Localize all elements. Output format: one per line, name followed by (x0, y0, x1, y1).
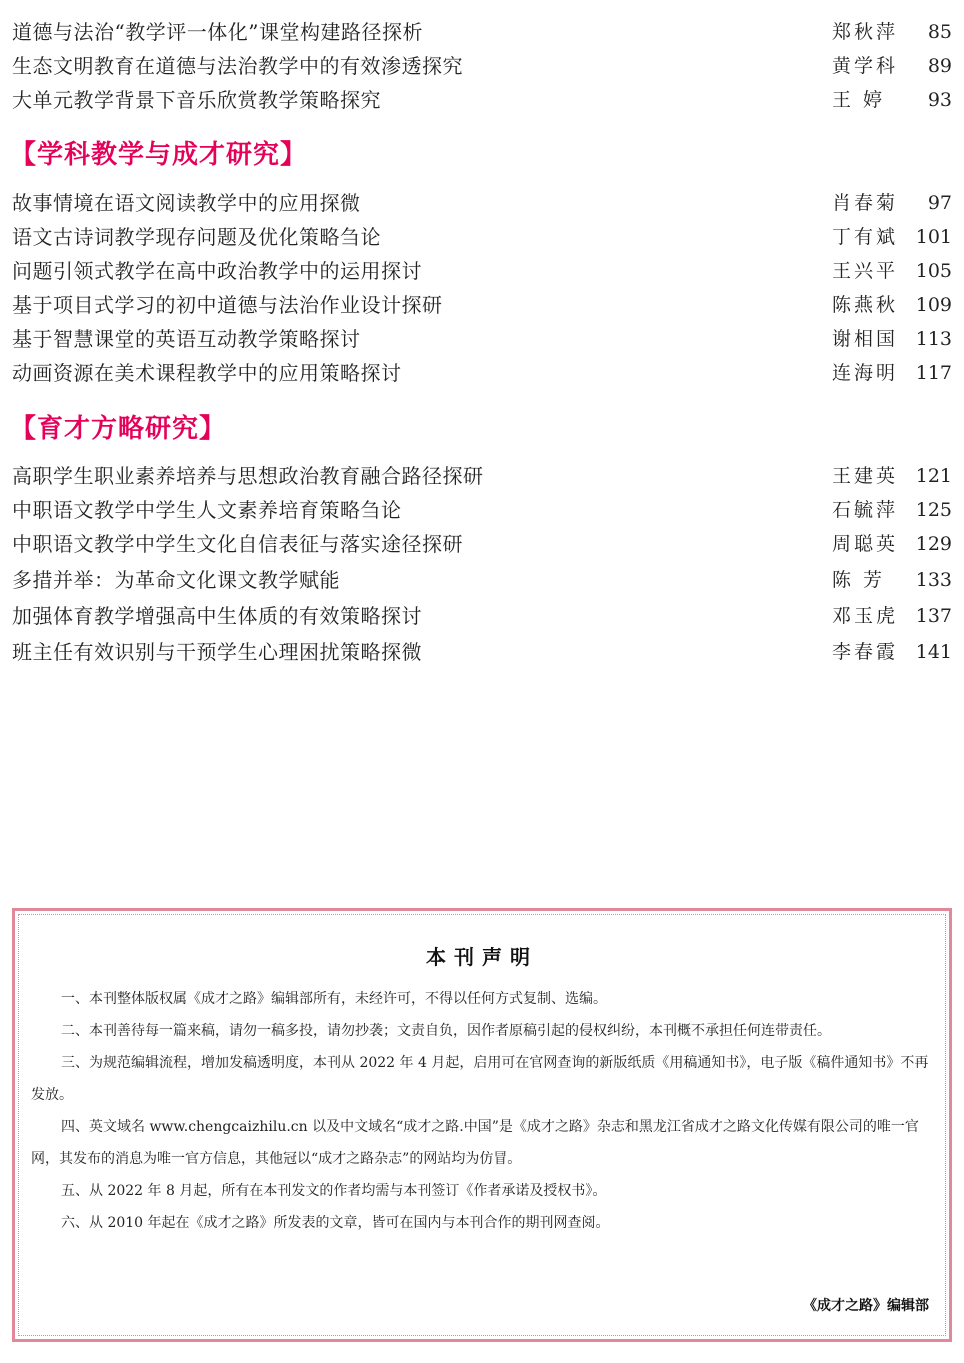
notice-paragraph: 三、为规范编辑流程，增加发稿透明度，本刊从 2022 年 4 月起，启用可在官网查询的新版纸质《用稿通知书》，电子版《稿件通知书》不再发放。 (31, 1055, 929, 1103)
notice-paragraph: 六、从 2010 年起在《成才之路》所发表的文章，皆可在国内与本刊合作的期刊网查阅。 (61, 1215, 610, 1231)
article-title: 中职语文教学中学生文化自信表征与落实途径探研 (12, 532, 463, 556)
article-author: 谢相国 (832, 328, 899, 350)
toc-row (12, 461, 952, 491)
article-author: 邓玉虎 (832, 605, 899, 627)
article-author: 王 婷 (832, 89, 886, 111)
notice-paragraph: 四、英文域名 www.chengcaizhilu.cn 以及中文域名“成才之路.中国”是《成才之路》杂志和黑龙江省成才之路文化传媒有限公司的唯一官网，其发布的消息为唯一官方信息，其他冠以“成才之路杂志”的网站均为仿冒。 (31, 1119, 919, 1167)
article-author: 郑秋萍 (832, 21, 899, 43)
article-author: 丁有斌 (832, 226, 899, 248)
article-title: 中职语文教学中学生人文素养培育策略刍论 (12, 498, 402, 522)
toc-row (12, 358, 952, 388)
article-page: 105 (915, 260, 952, 282)
article-title: 加强体育教学增强高中生体质的有效策略探讨 (12, 604, 422, 628)
article-page: 125 (915, 499, 952, 521)
article-page: 129 (915, 533, 952, 555)
toc-row (12, 188, 952, 218)
article-page: 109 (915, 294, 952, 316)
toc-row (12, 17, 952, 47)
toc-row (12, 324, 952, 354)
article-title: 大单元教学背景下音乐欣赏教学策略探究 (12, 88, 381, 112)
article-title: 高职学生职业素养培养与思想政治教育融合路径探研 (12, 464, 484, 488)
journal-notice-box (12, 908, 952, 1342)
article-title: 语文古诗词教学现存问题及优化策略刍论 (12, 225, 381, 249)
toc-row (12, 222, 952, 252)
article-title: 基于项目式学习的初中道德与法治作业设计探研 (12, 293, 443, 317)
article-title: 基于智慧课堂的英语互动教学策略探讨 (12, 327, 361, 351)
article-page: 133 (915, 569, 952, 591)
article-author: 周聪英 (832, 533, 899, 555)
article-author: 王建英 (832, 465, 899, 487)
toc-row (12, 601, 952, 631)
article-author: 肖春菊 (832, 192, 899, 214)
article-title: 问题引领式教学在高中政治教学中的运用探讨 (12, 259, 422, 283)
article-page: 85 (927, 21, 952, 43)
article-title: 道德与法治“教学评一体化”课堂构建路径探析 (12, 20, 423, 44)
toc-row (12, 85, 952, 115)
article-page: 113 (915, 328, 952, 350)
article-author: 陈 芳 (832, 569, 886, 591)
article-author: 石毓萍 (832, 499, 899, 521)
article-title: 生态文明教育在道德与法治教学中的有效渗透探究 (12, 54, 463, 78)
article-page: 89 (927, 55, 952, 77)
article-author: 黄学科 (832, 55, 899, 77)
toc-row (12, 51, 952, 81)
article-page: 137 (915, 605, 952, 627)
article-title: 班主任有效识别与干预学生心理困扰策略探微 (12, 640, 422, 664)
notice-paragraph: 一、本刊整体版权属《成才之路》编辑部所有，未经许可，不得以任何方式复制、选编。 (61, 991, 607, 1007)
notice-paragraph: 五、从 2022 年 8 月起，所有在本刊发文的作者均需与本刊签订《作者承诺及授权书》。 (61, 1183, 607, 1199)
article-author: 连海明 (832, 362, 899, 384)
toc-row (12, 529, 952, 559)
article-page: 101 (915, 226, 952, 248)
notice-title: 本刊声明 (426, 945, 538, 969)
article-author: 王兴平 (832, 260, 899, 282)
article-author: 陈燕秋 (832, 294, 899, 316)
section-heading: 【育才方略研究】 (10, 414, 227, 444)
article-page: 121 (915, 465, 952, 487)
toc-row (12, 637, 952, 667)
section-heading: 【学科教学与成才研究】 (10, 140, 308, 170)
toc-row (12, 256, 952, 286)
article-page: 117 (915, 362, 952, 384)
article-title: 故事情境在语文阅读教学中的应用探微 (12, 191, 361, 215)
toc-row (12, 565, 952, 595)
article-title: 多措并举：为革命文化课文教学赋能 (12, 568, 340, 592)
article-title: 动画资源在美术课程教学中的应用策略探讨 (12, 361, 402, 385)
article-page: 97 (927, 192, 952, 214)
article-author: 李春霞 (832, 641, 899, 663)
article-page: 93 (927, 89, 952, 111)
toc-row (12, 495, 952, 525)
toc-row (12, 290, 952, 320)
notice-signature: 《成才之路》编辑部 (803, 1298, 929, 1314)
article-page: 141 (915, 641, 952, 663)
notice-paragraph: 二、本刊善待每一篇来稿，请勿一稿多投，请勿抄袭；文责自负，因作者原稿引起的侵权纠纷，本刊概不承担任何连带责任。 (61, 1023, 831, 1039)
